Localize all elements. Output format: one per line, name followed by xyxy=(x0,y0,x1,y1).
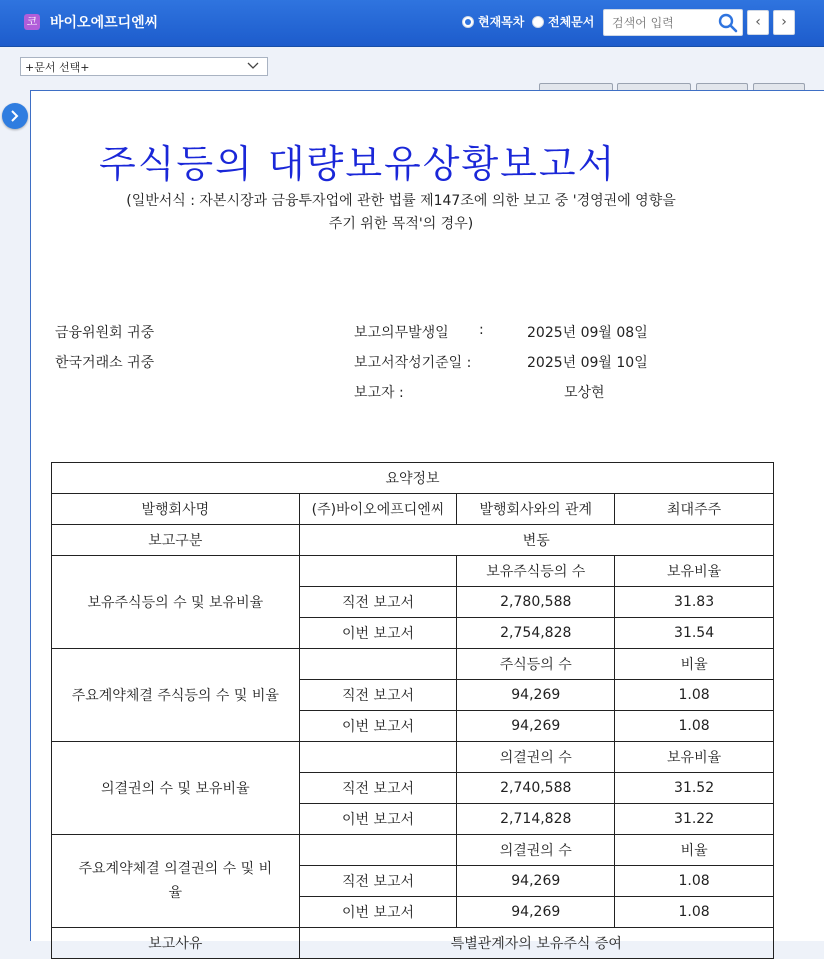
prev-button[interactable]: ‹ xyxy=(747,10,769,35)
document-title: 주식등의 대량보유상황보고서 xyxy=(99,142,617,186)
empty-cell xyxy=(299,742,457,773)
row-name: 직전 보고서 xyxy=(299,680,457,711)
column-header: 보유비율 xyxy=(615,742,774,773)
empty-cell xyxy=(299,835,457,866)
section-label: 주요계약체결 주식등의 수 및 비율 xyxy=(52,649,300,742)
relation-value: 최대주주 xyxy=(615,494,774,525)
section-label: 주요계약체결 의결권의 수 및 비율 xyxy=(52,835,300,928)
document-select-value: +문서 선택+ xyxy=(25,61,90,74)
row-name: 직전 보고서 xyxy=(299,866,457,897)
duty-date-label: 보고의무발생일 xyxy=(354,325,449,341)
issuer-value: (주)바이오에프디엔씨 xyxy=(299,494,457,525)
row-name: 이번 보고서 xyxy=(299,897,457,928)
row-name: 직전 보고서 xyxy=(299,773,457,804)
reason-label: 보고사유 xyxy=(52,928,300,959)
table-row xyxy=(52,556,774,587)
table-row xyxy=(52,463,774,494)
table-row xyxy=(52,928,774,959)
cell-value: 2,714,828 xyxy=(457,804,615,835)
empty-cell xyxy=(299,649,457,680)
document-select[interactable] xyxy=(20,57,268,76)
base-date-label: 보고서작성기준일 : xyxy=(354,355,472,371)
cell-value: 2,740,588 xyxy=(457,773,615,804)
radio-all-label: 전체문서 xyxy=(548,15,595,29)
chevron-right-icon xyxy=(9,110,21,122)
cell-value: 1.08 xyxy=(615,897,774,928)
top-bar xyxy=(0,0,824,47)
relation-label: 발행회사와의 관계 xyxy=(457,494,615,525)
summary-table xyxy=(51,462,774,959)
base-date-value: 2025년 09월 10일 xyxy=(527,355,648,371)
duty-date-colon: : xyxy=(479,322,484,338)
search-box[interactable] xyxy=(603,9,743,36)
cell-value: 2,780,588 xyxy=(457,587,615,618)
report-type-value: 변동 xyxy=(299,525,773,556)
cell-value: 1.08 xyxy=(615,680,774,711)
sidebar-toggle-button[interactable] xyxy=(2,103,28,129)
column-header: 비율 xyxy=(615,649,774,680)
cell-value: 2,754,828 xyxy=(457,618,615,649)
table-row xyxy=(52,835,774,866)
radio-full-document[interactable] xyxy=(532,13,594,30)
column-header: 주식등의 수 xyxy=(457,649,615,680)
cell-value: 31.83 xyxy=(615,587,774,618)
table-row xyxy=(52,494,774,525)
row-name: 이번 보고서 xyxy=(299,618,457,649)
column-header: 보유주식등의 수 xyxy=(457,556,615,587)
duty-date-value: 2025년 09월 08일 xyxy=(527,325,648,341)
column-header: 의결권의 수 xyxy=(457,835,615,866)
column-header: 비율 xyxy=(615,835,774,866)
recipient-fsc: 금융위원회 귀중 xyxy=(55,325,155,341)
issuer-label: 발행회사명 xyxy=(52,494,300,525)
section-label: 의결권의 수 및 보유비율 xyxy=(52,742,300,835)
radio-current-toc[interactable] xyxy=(462,13,524,30)
radio-checked-icon[interactable] xyxy=(462,16,474,28)
document-viewer[interactable] xyxy=(30,90,824,952)
chevron-down-icon xyxy=(247,60,259,72)
company-icon: 코 xyxy=(24,14,40,30)
table-row xyxy=(52,649,774,680)
reporter-label: 보고자 : xyxy=(354,385,404,401)
radio-current-label: 현재목차 xyxy=(478,15,525,29)
reporter-value: 모상현 xyxy=(564,385,605,401)
column-header: 의결권의 수 xyxy=(457,742,615,773)
search-input[interactable] xyxy=(610,13,714,33)
subtitle-line-2: 주기 위한 목적'의 경우) xyxy=(328,216,474,232)
cell-value: 94,269 xyxy=(457,680,615,711)
search-icon[interactable] xyxy=(718,13,738,33)
cell-value: 1.08 xyxy=(615,711,774,742)
radio-unchecked-icon[interactable] xyxy=(532,16,544,28)
subtitle-line-1: (일반서식 : 자본시장과 금융투자업에 관한 법률 제147조에 의한 보고 중 '경영권에 영향을 xyxy=(126,193,676,209)
row-name: 직전 보고서 xyxy=(299,587,457,618)
company-title[interactable]: 바이오에프디엔씨 xyxy=(50,15,159,31)
cell-value: 31.52 xyxy=(615,773,774,804)
row-name: 이번 보고서 xyxy=(299,711,457,742)
report-type-label: 보고구분 xyxy=(52,525,300,556)
cell-value: 31.22 xyxy=(615,804,774,835)
cell-value: 31.54 xyxy=(615,618,774,649)
section-label: 보유주식등의 수 및 보유비율 xyxy=(52,556,300,649)
cell-value: 1.08 xyxy=(615,866,774,897)
reason-value: 특별관계자의 보유주식 증여 xyxy=(299,928,773,959)
table-row xyxy=(52,742,774,773)
next-button[interactable]: › xyxy=(773,10,795,35)
cell-value: 94,269 xyxy=(457,866,615,897)
empty-cell xyxy=(299,556,457,587)
recipient-krx: 한국거래소 귀중 xyxy=(55,355,155,371)
cell-value: 94,269 xyxy=(457,897,615,928)
row-name: 이번 보고서 xyxy=(299,804,457,835)
column-header: 보유비율 xyxy=(615,556,774,587)
cell-value: 94,269 xyxy=(457,711,615,742)
summary-caption: 요약정보 xyxy=(52,463,774,494)
document-subtitle xyxy=(61,190,741,236)
table-row xyxy=(52,525,774,556)
